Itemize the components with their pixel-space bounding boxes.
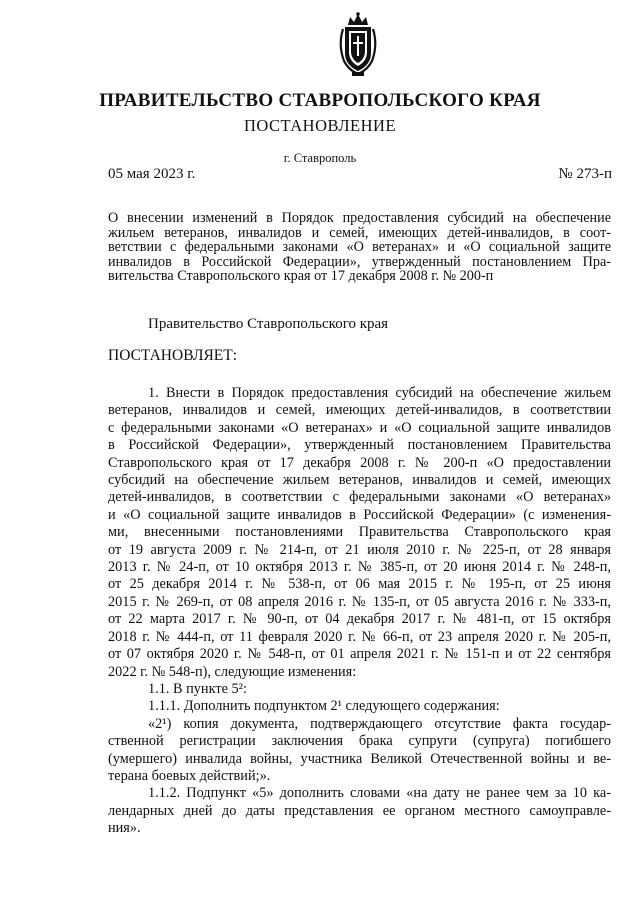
body-line: в Российской Федерации», утвержденный постановлением Правительства [108, 437, 611, 454]
body-line: 1. Внести в Порядок предоставления субсидий на обеспечение жильем [148, 385, 611, 401]
document-subject [108, 211, 611, 284]
subject-line: жильем ветеранов, инвалидов и семей, имеющих детей-инвалидов, в соот- [108, 224, 611, 241]
document-body [108, 385, 611, 838]
body-line: 2018 г. № 444-п, от 11 февраля 2020 г. № 66-п, от 23 апреля 2020 г. № 205-п, [108, 628, 611, 645]
body-line: субсидий на обеспечение жильем ветеранов, инвалидов и семей, имеющих [108, 472, 611, 489]
body-line: и «О социальной защите инвалидов в Российской Федерации» (с изменения- [108, 506, 611, 523]
body-line: лендарных дней до даты представления ее органом местного самоуправле- [108, 802, 611, 819]
body-line: ственной регистрации заключения брака супруги (супруга) погибшего [108, 733, 611, 750]
body-line: «2¹) копия документа, подтверждающего отсутствие факта государ- [148, 715, 611, 732]
subject-line: О внесении изменений в Порядок предоставления субсидий на обеспечение [108, 210, 611, 226]
body-line: 1.1. В пункте 5²: [148, 680, 247, 697]
subject-line: ветствии с федеральными законами «О ветеранах» и «О социальной защите [108, 239, 611, 256]
body-line: от 07 октября 2020 г. № 548-п, от 01 апреля 2021 г. № 151-п и от 22 сентября [108, 646, 611, 663]
body-line: от 22 марта 2017 г. № 90-п, от 04 декабря 2017 г. № 481-п, от 15 октября [108, 611, 611, 628]
body-line: 2022 г. № 548-п), следующие изменения: [108, 663, 357, 680]
body-line: детей-инвалидов, в соответствии с федеральными законами «О ветеранах» [108, 489, 611, 506]
body-line: ми, внесенными постановлениями Правительства Ставропольского края [108, 524, 611, 541]
body-line: терана боевых действий;». [108, 767, 271, 784]
body-line: ветеранов, инвалидов и семей, имеющих детей-инвалидов, в соответствии [108, 402, 611, 419]
coat-of-arms-icon [336, 11, 380, 77]
document-type: ПОСТАНОВЛЕНИЕ [243, 116, 397, 135]
body-line: от 19 августа 2009 г. № 214-п, от 21 июля 2010 г. № 225-п, от 28 января [108, 541, 611, 558]
document-number: № 273-п [558, 166, 612, 182]
decree-verb: ПОСТАНОВЛЯЕТ: [108, 347, 238, 364]
issuing-authority: Правительство Ставропольского края [148, 316, 389, 332]
subject-line: инвалидов в Российской Федерации», утвержденный постановлением Пра- [108, 253, 611, 270]
body-line: 1.1.1. Дополнить подпунктом 2¹ следующего содержания: [148, 698, 500, 715]
body-line: ния». [108, 820, 141, 837]
body-line: 2015 г. № 269-п, от 08 апреля 2016 г. № 135-п, от 05 августа 2016 г. № 333-п, [108, 593, 611, 610]
body-line: 2013 г. № 24-п, от 10 октября 2013 г. № 385-п, от 20 июня 2014 г. № 248-п, [108, 559, 611, 576]
city-label: г. Ставрополь [283, 151, 357, 165]
body-line: (умершего) инвалида войны, участника Великой Отечественной войны и ве- [108, 750, 611, 767]
organization-title: ПРАВИТЕЛЬСТВО СТАВРОПОЛЬСКОГО КРАЯ [99, 90, 541, 111]
document-date: 05 мая 2023 г. [108, 166, 196, 182]
subject-line: вительства Ставропольского края от 17 декабря 2008 г. № 200-п [108, 268, 494, 285]
body-line: от 25 декабря 2014 г. № 538-п, от 06 мая 2015 г. № 195-п, от 25 июня [108, 576, 611, 593]
body-line: Ставропольского края от 17 декабря 2008 г. № 200-п «О предоставлении [108, 454, 611, 471]
body-line: с федеральными законами «О ветеранах» и «О социальной защите инвалидов [108, 419, 611, 436]
body-line: 1.1.2. Подпункт «5» дополнить словами «на дату не ранее чем за 10 ка- [148, 785, 611, 802]
